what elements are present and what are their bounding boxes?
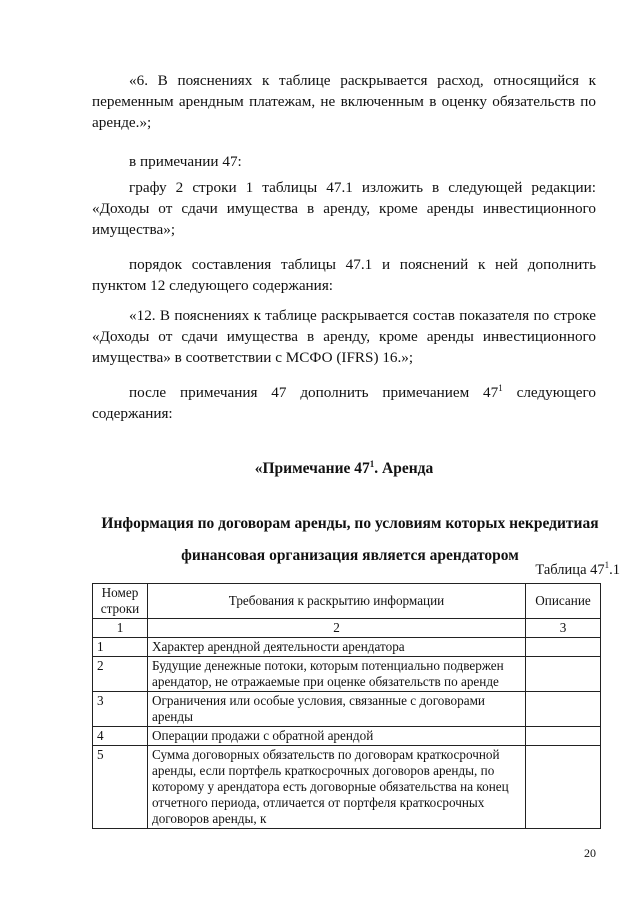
- header-description: Описание: [526, 584, 601, 619]
- paragraph-item-12: «12. В пояснениях к таблице раскрывается состав показателя по строке «Доходы от сдачи имущества в аренду, кроме аренды инвестиционного имущества» в соответствии с МСФО (IFRS) 16.»;: [92, 307, 596, 366]
- row-description: [526, 746, 601, 829]
- row-requirement: Характер арендной деятельности арендатора: [148, 638, 526, 657]
- column-number: 2: [148, 619, 526, 638]
- paragraph-note-47-intro: в примечании 47:: [129, 153, 242, 170]
- table-row: [93, 692, 601, 727]
- row-number: 3: [93, 692, 148, 727]
- table-row: [93, 657, 601, 692]
- row-number: 1: [93, 638, 148, 657]
- table-caption: Таблица $47^1.1$: [535, 560, 620, 578]
- row-requirement: Операции продажи с обратной арендой: [148, 727, 526, 746]
- page-number: 20: [584, 846, 596, 860]
- row-number: 5: [93, 746, 148, 829]
- paragraph-row1-edit: графу 2 строки 1 таблицы 47.1 изложить в следующей редакции: «Доходы от сдачи имущества в аренду, кроме аренды инвестиционного имущества»;: [92, 179, 596, 238]
- row-description: [526, 727, 601, 746]
- table-row: [93, 638, 601, 657]
- table-header-row: [93, 584, 601, 619]
- row-requirement: Будущие денежные потоки, которым потенциально подвержен арендатор, не отражаемые при оценке обязательств по аренде: [148, 657, 526, 692]
- row-number: 2: [93, 657, 148, 692]
- header-row-number: Номер строки: [93, 584, 148, 619]
- table-row: [93, 746, 601, 829]
- lease-disclosure-table: [92, 583, 601, 829]
- row-description: [526, 692, 601, 727]
- column-number: 3: [526, 619, 601, 638]
- table-row: [93, 727, 601, 746]
- header-requirements: Требования к раскрытию информации: [148, 584, 526, 619]
- row-description: [526, 657, 601, 692]
- paragraph-add-item-12: порядок составления таблицы 47.1 и пояснений к ней дополнить пунктом 12 следующего содержания:: [92, 256, 596, 294]
- paragraph-add-note-47-1: после примечания 47 дополнить примечанием $47^1$ следующего содержания:: [92, 383, 596, 422]
- row-description: [526, 638, 601, 657]
- table-heading: Информация по договорам аренды, по условиям которых некредитиая финансовая организация является арендатором: [101, 515, 599, 564]
- row-requirement: Ограничения или особые условия, связанные с договорами аренды: [148, 692, 526, 727]
- row-requirement: Сумма договорных обязательств по договорам краткосрочной аренды, если портфель краткосрочных договоров аренды, по которому у арендатора есть договорные обязательства на конец отчетного периода, отличается от портфеля краткосрочных договоров аренды, к: [148, 746, 526, 829]
- table-column-number-row: [93, 619, 601, 638]
- note-title: «Примечание $47^1$. Аренда: [254, 459, 434, 477]
- paragraph-item-6: «6. В пояснениях к таблице раскрывается расход, относящийся к переменным арендным платежам, не включенным в оценку обязательств по аренде.»;: [92, 72, 596, 131]
- row-number: 4: [93, 727, 148, 746]
- column-number: 1: [93, 619, 148, 638]
